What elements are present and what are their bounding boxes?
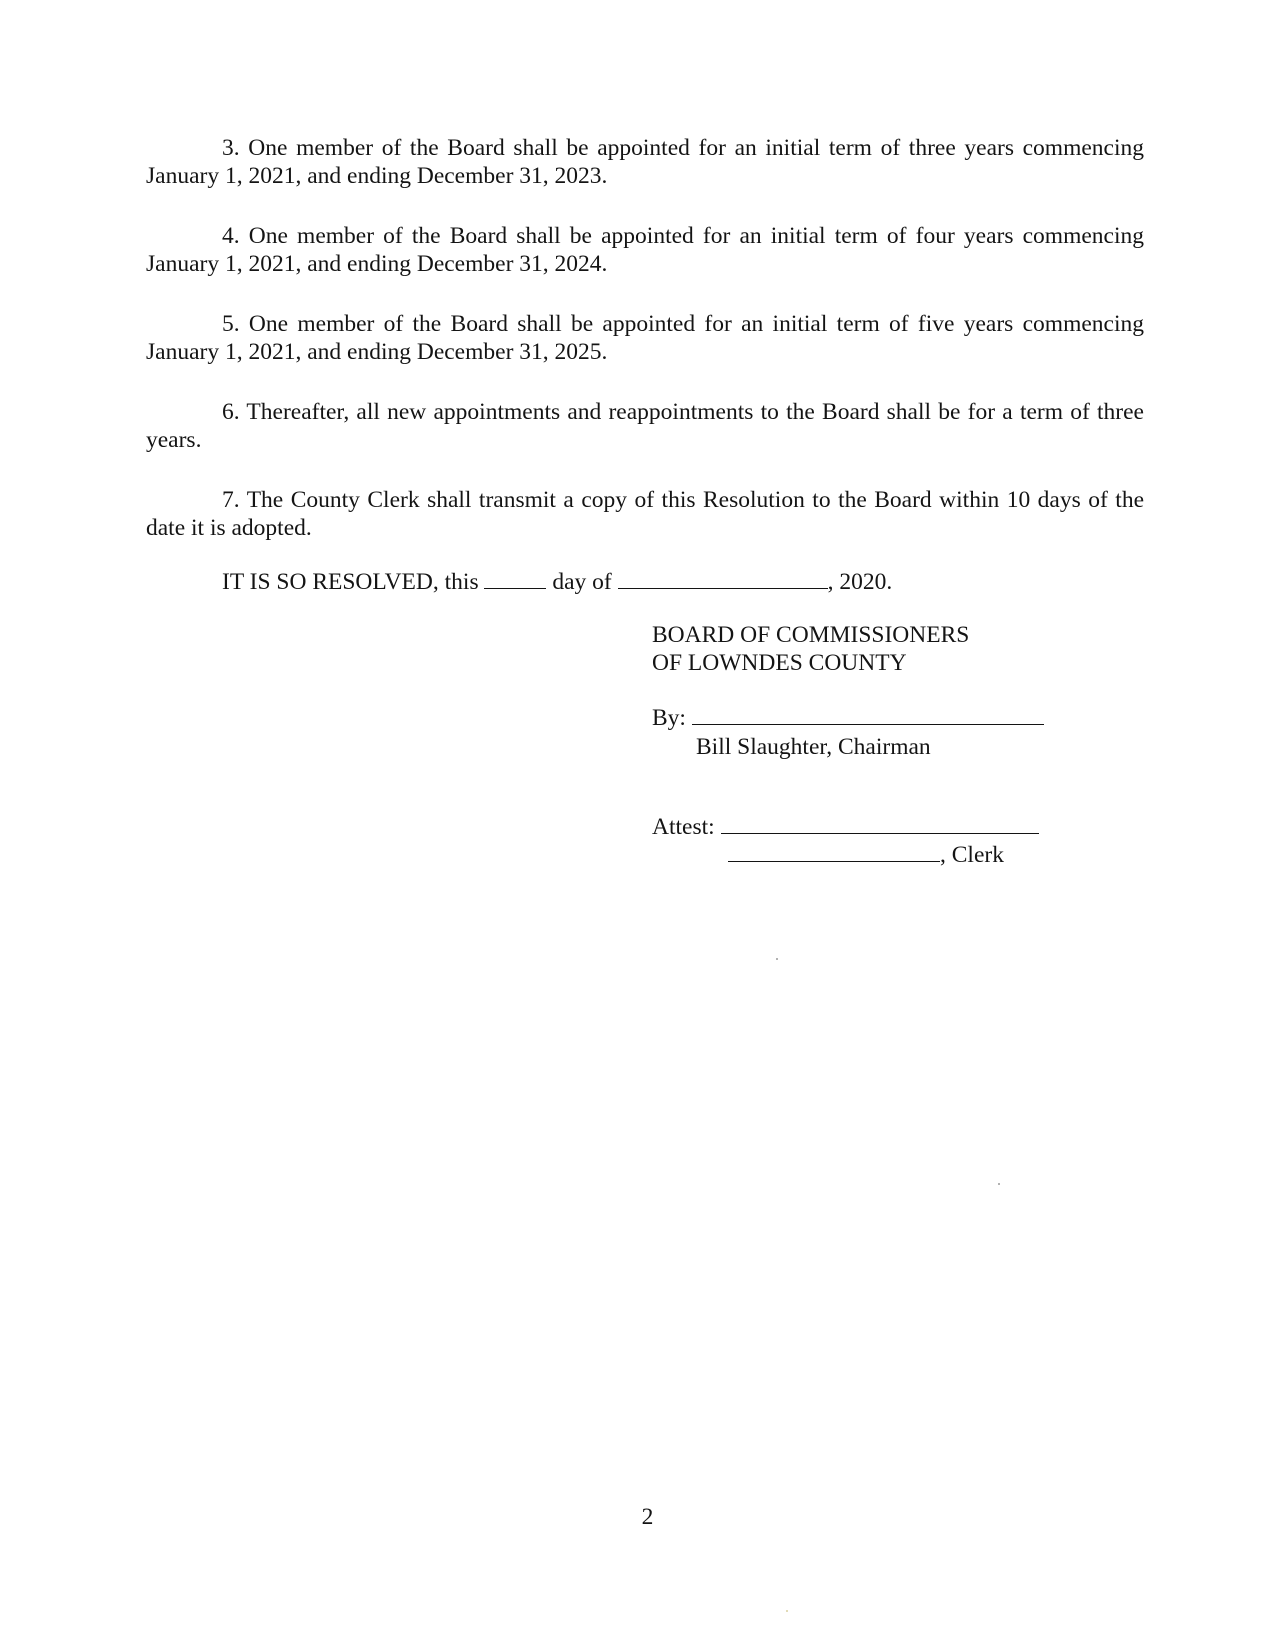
org-line-1: BOARD OF COMMISSIONERS <box>652 622 970 648</box>
by-label: By: <box>652 705 686 731</box>
page-number: 2 <box>641 1504 654 1530</box>
resolved-line <box>222 568 892 596</box>
scan-speck <box>776 958 778 960</box>
paragraph-6 <box>146 398 1144 454</box>
month-blank <box>618 568 828 589</box>
attest-line <box>652 813 1039 841</box>
paragraph-4 <box>146 222 1144 278</box>
org-line-2: OF LOWNDES COUNTY <box>652 650 907 676</box>
paragraph-number: 6. <box>222 399 240 425</box>
paragraph-text: One member of the Board shall be appointed for an initial term of five years commencing January 1, 2021, and ending December 31, 2025. <box>146 311 1144 365</box>
paragraph-5 <box>146 310 1144 366</box>
paragraph-text: Thereafter, all new appointments and reappointments to the Board shall be for a term of three years. <box>146 399 1144 453</box>
chairman-signature-line <box>692 704 1044 725</box>
paragraph-3 <box>146 134 1144 190</box>
paragraph-text: One member of the Board shall be appointed for an initial term of three years commencing January 1, 2021, and ending December 31, 2023. <box>146 135 1145 189</box>
day-blank <box>484 568 546 589</box>
paragraph-7 <box>146 486 1144 542</box>
resolved-prefix: IT IS SO RESOLVED, this <box>222 569 479 595</box>
paragraph-number: 5. <box>222 311 240 337</box>
attest-signature-line <box>721 813 1039 834</box>
signer-name: Bill Slaughter, Chairman <box>696 734 931 760</box>
paragraph-text: The County Clerk shall transmit a copy of this Resolution to the Board within 10 days of the date it is adopted. <box>146 487 1144 541</box>
by-line <box>652 704 1044 732</box>
paragraph-number: 7. <box>222 487 240 513</box>
clerk-suffix: , Clerk <box>940 842 1004 868</box>
clerk-line <box>728 841 1004 869</box>
resolved-middle: day of <box>552 569 612 595</box>
paragraph-text: One member of the Board shall be appointed for an initial term of four years commencing January 1, 2021, and ending December 31, 2024. <box>146 223 1144 277</box>
paragraph-number: 4. <box>222 223 240 249</box>
resolved-suffix: , 2020. <box>827 569 893 595</box>
attest-label: Attest: <box>652 814 715 840</box>
clerk-name-blank <box>728 841 940 862</box>
paragraph-number: 3. <box>222 135 240 161</box>
scan-speck <box>998 1183 1000 1185</box>
scan-speck <box>786 1610 788 1612</box>
